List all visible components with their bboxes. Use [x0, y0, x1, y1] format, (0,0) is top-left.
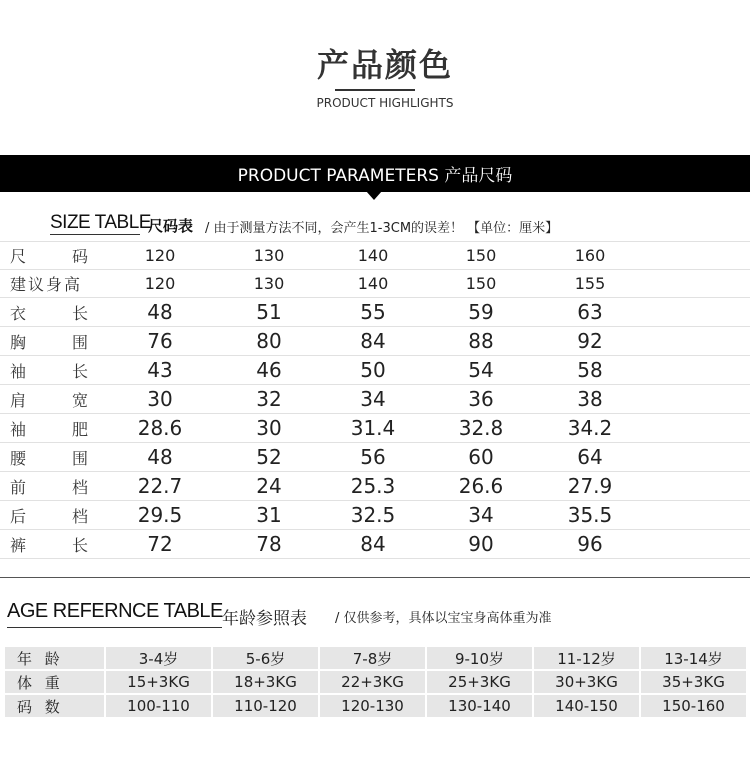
- size-table-cell: 64: [577, 445, 603, 469]
- size-table: [0, 241, 750, 559]
- size-table-cell: 150: [465, 246, 497, 265]
- section-divider: [0, 577, 750, 578]
- page-title: 产品颜色: [316, 46, 453, 84]
- size-row-label-text: 裤: [10, 535, 27, 555]
- size-heading-underline: [50, 234, 140, 235]
- size-table-row: [0, 298, 750, 327]
- age-table-cell: 110-120: [213, 695, 318, 717]
- age-table-cell: 9-10岁: [427, 647, 532, 669]
- size-table-cell: 24: [256, 474, 282, 498]
- size-table-cell: 34: [468, 503, 494, 527]
- size-row-label-text: 袖: [10, 361, 27, 381]
- size-table-row: [0, 414, 750, 443]
- size-row-label-text: 尺: [10, 247, 27, 266]
- size-row-label-text: 胸: [10, 332, 27, 352]
- size-table-cell: 96: [577, 532, 603, 556]
- size-row-label: [10, 530, 88, 558]
- age-row-label: 体 重: [5, 671, 104, 693]
- size-table-cell: 32: [256, 387, 282, 411]
- age-row-label: 码 数: [5, 695, 104, 717]
- age-table-cell: 100-110: [106, 695, 211, 717]
- size-table-row: [0, 443, 750, 472]
- size-table-cell: 160: [574, 246, 606, 265]
- size-table-row: [0, 501, 750, 530]
- size-table-cell: 36: [468, 387, 494, 411]
- size-table-cell: 31.4: [350, 416, 396, 440]
- size-row-label: [10, 270, 88, 297]
- size-table-cell: 130: [253, 274, 285, 293]
- size-row-label-text: 码: [71, 247, 88, 266]
- size-table-heading-cn: 尺码表: [148, 217, 194, 235]
- size-table-cell: 120: [144, 274, 176, 293]
- size-table-cell: 155: [574, 274, 606, 293]
- age-table-cell: 120-130: [320, 695, 425, 717]
- size-table-cell: 38: [577, 387, 603, 411]
- size-table-cell: 52: [256, 445, 282, 469]
- size-row-label-text: 围: [71, 448, 88, 468]
- size-table-cell: 88: [468, 329, 494, 353]
- size-table-note: / 由于测量方法不同，会产生1-3CM的误差！ 【单位：厘米】: [205, 221, 559, 236]
- size-table-cell: 51: [256, 300, 282, 324]
- size-table-row: [0, 356, 750, 385]
- size-table-cell: 90: [468, 532, 494, 556]
- size-row-label: [10, 356, 88, 384]
- size-row-label-text: 腰: [10, 448, 27, 468]
- size-row-label-text: 肩: [10, 390, 27, 410]
- age-table-cell: 130-140: [427, 695, 532, 717]
- size-table-cell: 50: [360, 358, 386, 382]
- size-table-cell: 31: [256, 503, 282, 527]
- page-subtitle: PRODUCT HIGHLIGHTS: [316, 96, 454, 110]
- age-table-cell: 7-8岁: [320, 647, 425, 669]
- size-table-cell: 140: [357, 246, 389, 265]
- size-row-label: [10, 501, 88, 529]
- size-row-label: [10, 298, 88, 326]
- size-row-label: [10, 443, 88, 471]
- size-table-cell: 35.5: [567, 503, 613, 527]
- age-row-label: 年 龄: [5, 647, 104, 669]
- age-table-row: [5, 695, 750, 717]
- size-table-cell: 34: [360, 387, 386, 411]
- size-row-label: [10, 414, 88, 442]
- age-table-cell: 5-6岁: [213, 647, 318, 669]
- size-table-cell: 32.8: [458, 416, 504, 440]
- age-table-heading: AGE REFERNCE TABLE: [7, 600, 223, 622]
- age-table-note: / 仅供参考，具体以宝宝身高体重为准: [335, 611, 552, 626]
- size-row-label-text: 衣: [10, 303, 27, 323]
- age-table-cell: 30+3KG: [534, 671, 639, 693]
- banner-arrow-icon: [366, 191, 382, 200]
- size-row-label-text: 袖: [10, 419, 27, 439]
- parameters-banner: [0, 155, 750, 192]
- age-table-heading-cn: 年龄参照表: [222, 609, 307, 629]
- age-table-cell: 15+3KG: [106, 671, 211, 693]
- size-table-cell: 48: [147, 445, 173, 469]
- age-table-cell: 35+3KG: [641, 671, 746, 693]
- size-table-cell: 43: [147, 358, 173, 382]
- size-table-row: [0, 530, 750, 559]
- size-table-cell: 26.6: [458, 474, 504, 498]
- size-row-label-text: 长: [71, 361, 88, 381]
- size-row-label-text: 建议身高: [10, 275, 83, 294]
- size-table-cell: 54: [468, 358, 494, 382]
- age-heading-underline: [7, 627, 222, 628]
- size-table-cell: 22.7: [137, 474, 183, 498]
- size-row-label-text: 档: [71, 477, 88, 497]
- size-table-row: [0, 327, 750, 356]
- size-table-cell: 150: [465, 274, 497, 293]
- size-table-cell: 25.3: [350, 474, 396, 498]
- size-table-cell: 92: [577, 329, 603, 353]
- size-row-label: [10, 327, 88, 355]
- size-table-cell: 55: [360, 300, 386, 324]
- size-table-cell: 80: [256, 329, 282, 353]
- size-table-cell: 56: [360, 445, 386, 469]
- size-table-cell: 28.6: [137, 416, 183, 440]
- size-table-cell: 48: [147, 300, 173, 324]
- size-row-label: [10, 472, 88, 500]
- size-table-cell: 72: [147, 532, 173, 556]
- age-table-row: [5, 671, 750, 693]
- size-row-label-text: 长: [71, 535, 88, 555]
- size-row-label-text: 后: [10, 506, 27, 526]
- size-table-row: [0, 385, 750, 414]
- size-row-label-text: 肥: [71, 419, 88, 439]
- size-table-cell: 120: [144, 246, 176, 265]
- size-row-label: [10, 385, 88, 413]
- size-table-cell: 29.5: [137, 503, 183, 527]
- size-table-cell: 59: [468, 300, 494, 324]
- title-underline: [335, 89, 415, 91]
- size-table-cell: 76: [147, 329, 173, 353]
- size-table-cell: 84: [360, 329, 386, 353]
- age-table-cell: 140-150: [534, 695, 639, 717]
- age-table-cell: 150-160: [641, 695, 746, 717]
- size-row-label-text: 前: [10, 477, 27, 497]
- size-table-cell: 58: [577, 358, 603, 382]
- size-table-cell: 30: [147, 387, 173, 411]
- age-table-cell: 13-14岁: [641, 647, 746, 669]
- size-table-cell: 63: [577, 300, 603, 324]
- size-table-row: [0, 472, 750, 501]
- size-table-cell: 84: [360, 532, 386, 556]
- size-table-cell: 46: [256, 358, 282, 382]
- size-table-cell: 32.5: [350, 503, 396, 527]
- size-table-cell: 34.2: [567, 416, 613, 440]
- size-table-cell: 30: [256, 416, 282, 440]
- size-table-cell: 140: [357, 274, 389, 293]
- size-row-label: [10, 242, 88, 269]
- age-table-cell: 18+3KG: [213, 671, 318, 693]
- size-row-label-text: 档: [71, 506, 88, 526]
- age-table: [5, 647, 750, 719]
- banner-text: PRODUCT PARAMETERS 产品尺码: [237, 166, 513, 186]
- age-table-row: [5, 647, 750, 669]
- size-table-cell: 27.9: [567, 474, 613, 498]
- size-table-cell: 78: [256, 532, 282, 556]
- age-table-cell: 11-12岁: [534, 647, 639, 669]
- size-table-cell: 130: [253, 246, 285, 265]
- size-table-row: [0, 241, 750, 270]
- age-table-cell: 3-4岁: [106, 647, 211, 669]
- size-table-cell: 60: [468, 445, 494, 469]
- age-table-cell: 22+3KG: [320, 671, 425, 693]
- size-table-row: [0, 270, 750, 298]
- size-row-label-text: 长: [71, 303, 88, 323]
- age-table-cell: 25+3KG: [427, 671, 532, 693]
- size-row-label-text: 围: [71, 332, 88, 352]
- size-table-heading: SIZE TABLE: [50, 212, 151, 233]
- size-row-label-text: 宽: [71, 390, 88, 410]
